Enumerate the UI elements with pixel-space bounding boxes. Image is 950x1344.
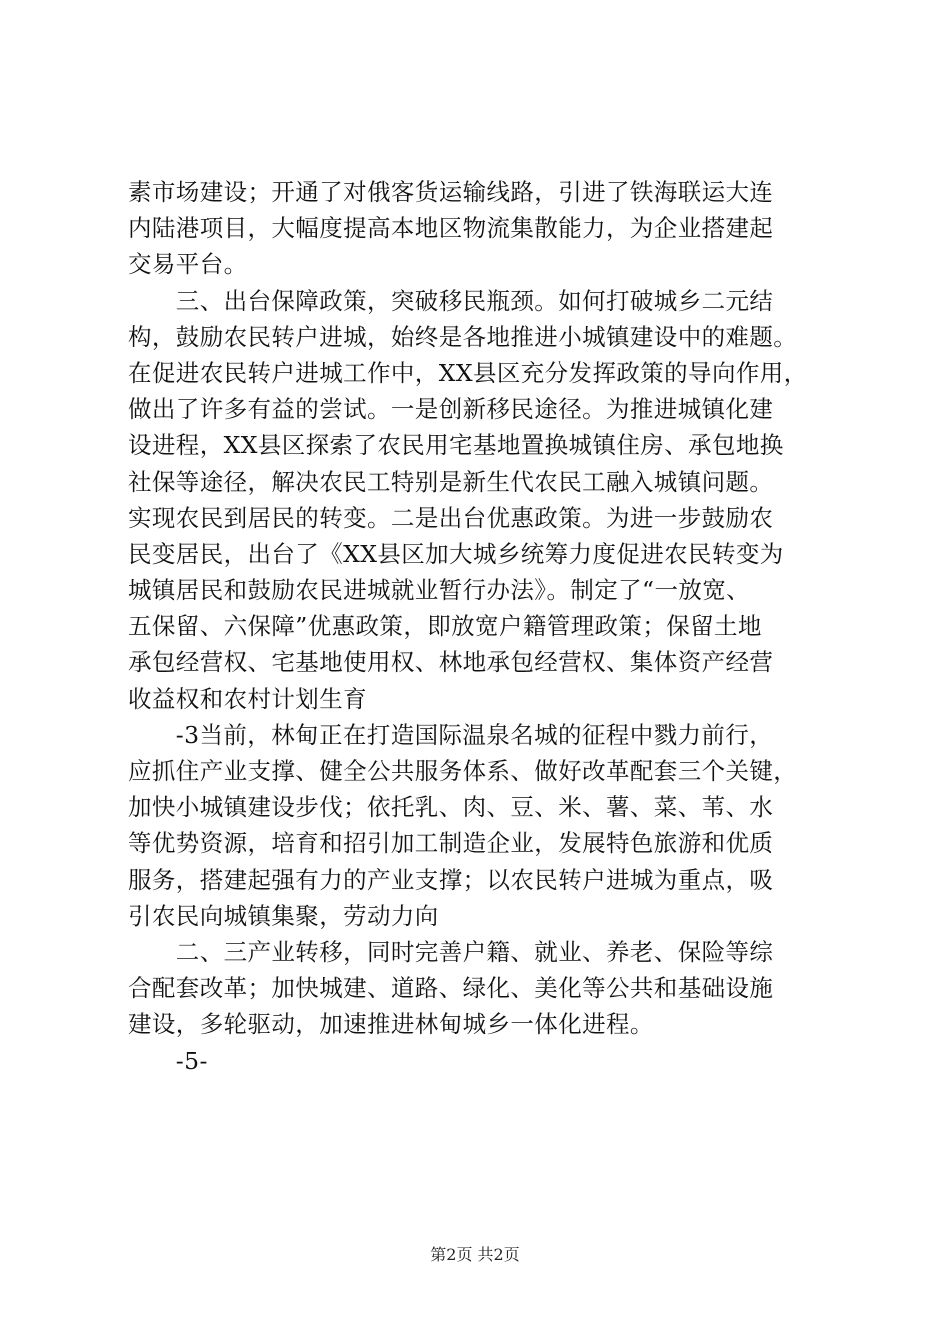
text-line: 民变居民，出台了《XX县区加大城乡统筹力度促进农民转变为 [128,539,784,568]
page-number-inline: -5- [128,1046,208,1075]
text-line: 城镇居民和鼓励农民进城就业暂行办法》。制定了“一放宽、 [128,576,751,605]
text-line: 应抓住产业支撑、健全公共服务体系、做好改革配套三个关键， [128,757,798,785]
text-line: 合配套改革；加快城建、道路、绿化、美化等公共和基础设施 [128,974,774,1003]
text-line: 二、三产业转移，同时完善户籍、就业、养老、保险等综 [128,937,774,966]
text-line: 在促进农民转户进城工作中，XX县区充分发挥政策的导向作用， [128,358,808,387]
text-line: 服务，搭建起强有力的产业支撑；以农民转户进城为重点，吸 [128,865,774,894]
text-line: -3当前，林甸正在打造国际温泉名城的征程中戮力前行， [128,720,774,749]
body-text [128,174,828,1079]
text-line: 收益权和农村计划生育 [128,684,367,713]
text-line: 五保留、六保障”优惠政策，即放宽户籍管理政策；保留土地 [128,612,762,641]
text-line: 做出了许多有益的尝试。一是创新移民途径。为推进城镇化建 [128,395,774,424]
text-line: 构，鼓励农民转户进城，始终是各地推进小城镇建设中的难题。 [128,322,798,351]
text-line: 建设，多轮驱动，加速推进林甸城乡一体化进程。 [128,1010,654,1039]
text-line: 设进程，XX县区探索了农民用宅基地置换城镇住房、承包地换 [128,431,784,460]
page-indicator: 第2页 共2页 [430,1245,520,1264]
text-line: 加快小城镇建设步伐；依托乳、肉、豆、米、薯、菜、苇、水 [128,793,774,822]
text-line: 内陆港项目，大幅度提高本地区物流集散能力，为企业搭建起 [128,214,774,243]
text-line: 交易平台。 [128,250,248,279]
text-line: 引农民向城镇集聚，劳动力向 [128,901,439,930]
text-line: 素市场建设；开通了对俄客货运输线路，引进了铁海联运大连 [128,178,774,206]
text-line: 三、出台保障政策，突破移民瓶颈。如何打破城乡二元结 [128,286,774,315]
text-line: 社保等途径，解决农民工特别是新生代农民工融入城镇问题。 [128,467,774,496]
page-footer [0,1242,950,1265]
text-line: 实现农民到居民的转变。二是出台优惠政策。为进一步鼓励农 [128,503,774,532]
text-line: 等优势资源，培育和招引加工制造企业，发展特色旅游和优质 [128,829,774,858]
text-line: 承包经营权、宅基地使用权、林地承包经营权、集体资产经营 [128,648,774,677]
